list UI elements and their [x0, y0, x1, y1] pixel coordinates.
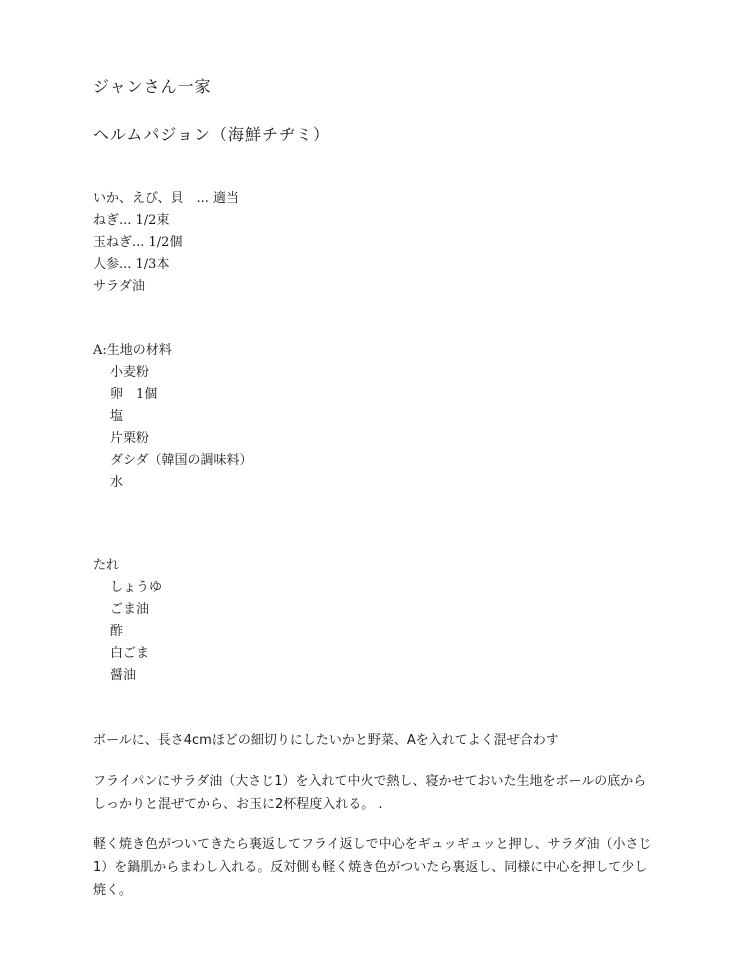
instruction-step-2: [93, 770, 653, 816]
batter-section: [93, 340, 252, 494]
instruction-text: フライパンにサラダ油（大さじ1）を入れて中火で熱し、寝かせておいた生地をボールの底からしっかりと混ぜてから、お玉に2杯程度入れる。 .: [93, 774, 647, 812]
sauce-item: 白ごま: [110, 646, 150, 661]
batter-item: 水: [110, 475, 124, 490]
batter-item: 片栗粉: [110, 431, 150, 446]
instruction-step-3: [93, 833, 653, 902]
ingredient-item: 人参... 1/3本: [93, 257, 170, 272]
instruction-text: 軽く焼き色がついてきたら裏返してフライ返しで中心をギュッギュッと押し、サラダ油（小さじ1）を鍋肌からまわし入れる。反対側も軽く焼き色がついたら裏返し、同様に中心を押して少し焼く。: [93, 837, 652, 898]
ingredient-list: [93, 188, 239, 298]
instruction-text: ボールに、長さ4cmほどの細切りにしたいかと野菜、Aを入れてよく混ぜ合わす: [93, 733, 559, 748]
family-name: ジャンさん一家: [93, 77, 212, 96]
sauce-item: しょうゆ: [110, 580, 163, 595]
sauce-item: ごま油: [110, 602, 150, 617]
sauce-section: [93, 555, 162, 687]
batter-item: 小麦粉: [110, 365, 150, 380]
batter-item: 卵 1個: [110, 387, 158, 402]
dish-title: ヘルムパジョン（海鮮チヂミ）: [93, 125, 331, 144]
sauce-heading: たれ: [93, 558, 120, 573]
batter-heading: A:生地の材料: [93, 343, 172, 358]
batter-item: 塩: [110, 409, 124, 424]
ingredient-item: ねぎ... 1/2束: [93, 213, 170, 228]
ingredient-item: いか、えび、貝 ... 適当: [93, 191, 240, 206]
sauce-item: 酢: [110, 624, 124, 639]
ingredient-item: 玉ねぎ... 1/2個: [93, 235, 183, 250]
instruction-step-1: [93, 729, 653, 752]
sauce-item: 醤油: [110, 668, 137, 683]
batter-item: ダシダ（韓国の調味料）: [110, 453, 253, 468]
ingredient-item: サラダ油: [93, 279, 145, 294]
